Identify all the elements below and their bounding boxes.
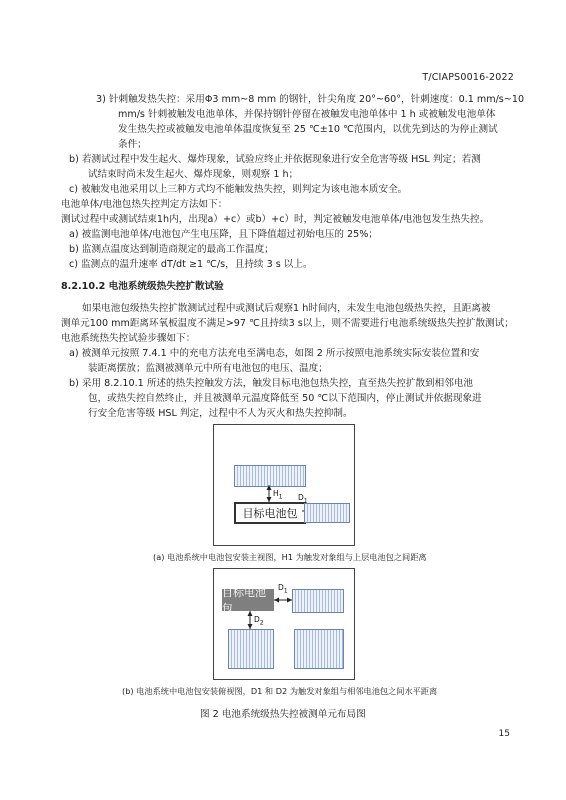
text-line: 3) 针刺触发热失控：采用Φ3 mm~8 mm 的钢针，针尖角度 20°~60°，针刺速度：0.1 mm/s~10 (96, 94, 525, 105)
target-pack-label: 目标电池包 (222, 586, 266, 615)
document-code: T/CIAPS0016-2022 (422, 72, 514, 83)
text-line: b) 若测试过程中发生起火、爆炸现象，试验应终止并依据现象进行安全危害等级 HSL 判定；若测 (69, 154, 481, 165)
dim-label-d1: $D_1$ (278, 583, 288, 595)
text-line: a) 被测单元按照 7.4.1 中的充电方法充电至满电态，如图 2 所示按照电池系统实际安装位置和安 (69, 348, 480, 359)
text-line: 电池系统热失控试验步骤如下： (61, 333, 196, 344)
dimension-arrows (214, 425, 354, 545)
text-line: b) 采用 8.2.10.1 所述的热失控触发方法，触发目标电池包热失控，直至热失控扩散到相邻电池 (69, 378, 474, 389)
text-line: c) 被触发电池采用以上三种方式均不能触发热失控，则判定为该电池本质安全。 (69, 184, 408, 195)
text-line: 试结束时尚未发生起火、爆炸现象，则观察 1 h； (88, 169, 299, 180)
text-line: 电池单体/电池包热失控判定方法如下： (61, 199, 228, 210)
dim-label-d2: $D_2$ (254, 615, 264, 627)
text-line: c) 监测点的温升速率 dT/dt ≥1 ℃/s，且持续 3 s 以上。 (69, 259, 313, 270)
text-line: 行安全危害等级 HSL 判定，过程中不人为灭火和热失控抑制。 (88, 408, 353, 419)
target-pack-label: 目标电池包 (242, 507, 298, 520)
text-line: 装距离摆放；监测被测单元中所有电池包的电压、温度； (88, 363, 328, 374)
figure-b-frame (213, 568, 355, 680)
section-heading: 8.2.10.2 电池系统级热失控扩散试验 (61, 281, 224, 292)
page-number: 15 (498, 729, 510, 739)
text-line: b) 监测点温度达到制造商规定的最高工作温度； (69, 244, 274, 255)
figure-b-caption: (b) 电池系统中电池包安装俯视图，D1 和 D2 为触发对象组与相邻电池包之间水平距离 (122, 686, 438, 696)
text-line: mm/s 针刺被触发电池单体，并保持钢针停留在被触发电池单体中 1 h 或被触发电池单体 (118, 109, 496, 120)
text-line: 发生热失控或被触发电池单体温度恢复至 25 ℃±10 ℃范围内，以优先到达的为停止测试 (118, 124, 498, 135)
dim-label-h1: $H_1$ (273, 489, 283, 501)
figure-a-caption: (a) 电池系统中电池包安装主视图，H1 为触发对象组与上层电池包之间距离 (153, 552, 427, 562)
text-line: 如果电池包级热失控扩散测试过程中或测试后观察1 h时间内，未发生电池包级热失控，且距离被 (82, 303, 491, 314)
text-line: 条件； (118, 139, 147, 150)
dim-label-d1: $D_1$ (298, 493, 308, 505)
text-line: 测试过程中或测试结束1h内，出现a）+c）或b）+c）时，判定被触发电池单体/电池包发生热失控。 (61, 214, 490, 225)
text-line: 测单元100 mm距离环氧板温度不满足>97 ℃且持续3 s以上，则不需要进行电池系统级热失控扩散测试； (61, 318, 514, 329)
text-line: a) 被监测电池单体/电池包产生电压降，且下降值超过初始电压的 25%； (69, 229, 378, 240)
figure-a-frame (213, 424, 355, 546)
text-line: 包，或热失控自然终止，并且被测单元温度降低至 50 ℃以下范围内，停止测试并依据现象进 (88, 393, 482, 404)
figure-title: 图 2 电池系统级热失控被测单元布局图 (200, 709, 366, 720)
